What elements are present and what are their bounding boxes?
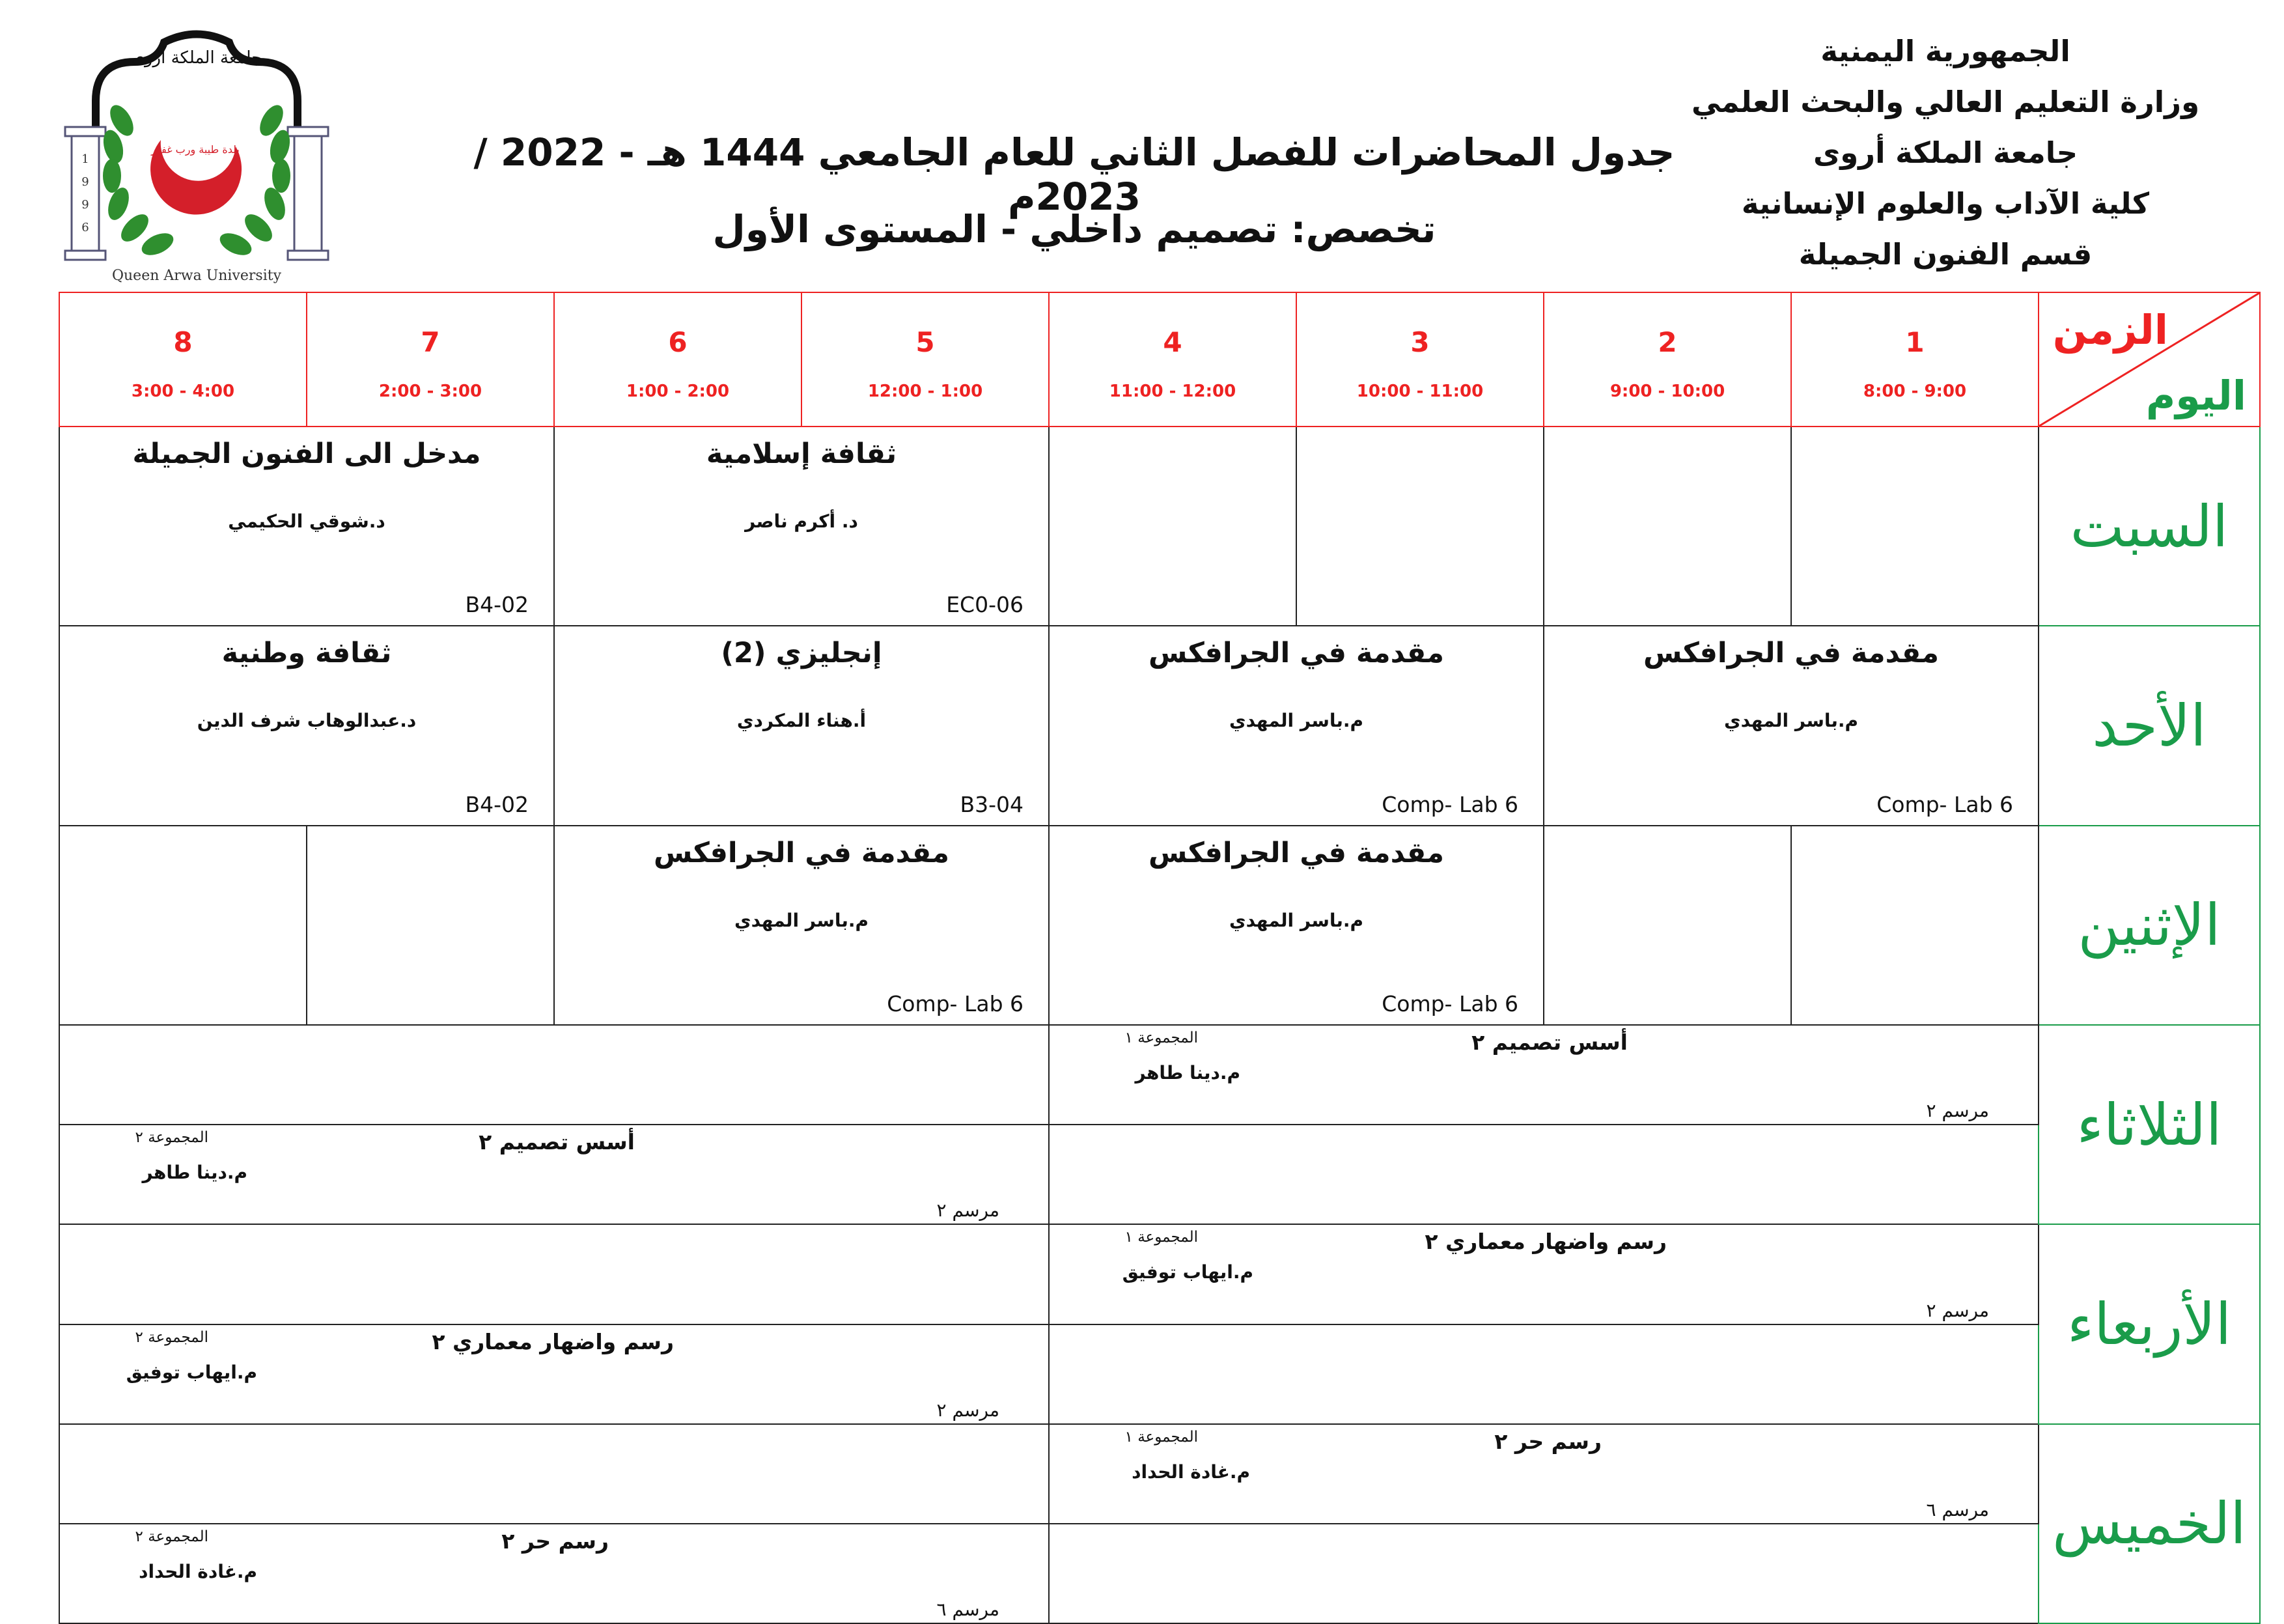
empty-cell <box>1049 1324 2039 1424</box>
group-cell <box>1049 1424 2039 1524</box>
row-saturday <box>59 427 2260 626</box>
group-cell <box>59 1524 1049 1623</box>
day-thursday: الخميس <box>2039 1424 2260 1623</box>
instructor-name: م.باسر المهدي <box>1229 710 1364 732</box>
room-label: B3-04 <box>960 791 1024 817</box>
empty-cell <box>59 1025 1049 1125</box>
instructor-name: م.باسر المهدي <box>1723 710 1859 732</box>
logo-arabic-name: جامعة الملكة أروى <box>131 48 262 68</box>
group-label: المجموعة ١ <box>1124 1229 1198 1246</box>
row-thursday-b <box>59 1524 2260 1623</box>
group-cell <box>59 1324 1049 1424</box>
room-label: B4-02 <box>465 791 529 817</box>
group-cell <box>59 1125 1049 1224</box>
page-title: جدول المحاضرات للفصل الثاني للعام الجامعي 1444 هـ - 2022 / 2023م <box>473 130 1675 219</box>
course-title: مقدمة في الجرافكس <box>1148 637 1445 670</box>
empty-cell <box>1049 1524 2039 1623</box>
instructor-name: م.دينا طاهر <box>142 1162 247 1184</box>
day-wednesday: الأربعاء <box>2039 1224 2260 1423</box>
group-label: المجموعة ٢ <box>135 1528 208 1545</box>
instructor-name: م.باسر المهدي <box>734 909 869 931</box>
corner-cell <box>2039 292 2260 427</box>
room-label: مرسم ٦ <box>1926 1498 1989 1520</box>
course-cell <box>554 427 1049 626</box>
course-title: ثقافة إسلامية <box>706 438 897 471</box>
empty-cell <box>1544 826 1791 1025</box>
empty-cell <box>59 1224 1049 1324</box>
course-title: مقدمة في الجرافكس <box>653 836 950 869</box>
course-title: رسم واضهار معماري ٢ <box>1425 1229 1667 1255</box>
row-sunday <box>59 626 2260 825</box>
room-label: Comp- Lab 6 <box>887 991 1024 1017</box>
empty-cell <box>59 826 307 1025</box>
course-cell <box>1049 826 1544 1025</box>
group-label: المجموعة ٢ <box>135 1129 208 1147</box>
instructor-name: د.شوقي الحكيمي <box>228 511 385 533</box>
group-cell <box>1049 1025 2039 1125</box>
group-label: المجموعة ١ <box>1124 1428 1198 1446</box>
slot-6: 6 1:00 - 2:00 <box>554 292 801 427</box>
course-cell <box>59 427 554 626</box>
logo-motto: بلدة طيبة ورب غفور <box>151 143 240 156</box>
day-monday: الإثنين <box>2039 826 2260 1025</box>
day-axis-label: اليوم <box>2145 372 2246 420</box>
instructor-name: د. أكرم ناصر <box>745 511 858 533</box>
course-title: مقدمة في الجرافكس <box>1643 637 1940 670</box>
empty-cell <box>1544 427 1791 626</box>
room-label: Comp- Lab 6 <box>1382 991 1518 1017</box>
day-sunday: الأحد <box>2039 626 2260 825</box>
course-cell <box>59 626 554 825</box>
page-subtitle: تخصص: تصميم داخلي - المستوى الأول <box>712 207 1436 251</box>
header-country: الجمهورية اليمنية <box>1820 34 2070 68</box>
room-label: B4-02 <box>465 592 529 618</box>
room-label: مرسم ٢ <box>936 1199 999 1222</box>
course-cell <box>1544 626 2039 825</box>
group-cell <box>1049 1224 2039 1324</box>
room-label: مرسم ٢ <box>936 1399 999 1421</box>
row-wednesday-b <box>59 1324 2260 1424</box>
logo-year-digit-1: 1 <box>81 152 89 166</box>
day-tuesday: الثلاثاء <box>2039 1025 2260 1224</box>
empty-cell <box>1296 427 1544 626</box>
row-tuesday-b <box>59 1125 2260 1224</box>
slot-1: 1 8:00 - 9:00 <box>1791 292 2039 427</box>
empty-cell <box>1791 826 2039 1025</box>
logo-year-digit-3: 9 <box>81 198 89 212</box>
header-ministry: وزارة التعليم العالي والبحث العلمي <box>1691 85 2200 119</box>
header-department: قسم الفنون الجميلة <box>1798 237 2093 272</box>
header-university: جامعة الملكة أروى <box>1813 135 2078 170</box>
slot-3: 3 10:00 - 11:00 <box>1296 292 1544 427</box>
logo-year-digit-2: 9 <box>81 175 89 189</box>
course-title: ثقافة وطنية <box>221 637 392 670</box>
instructor-name: م.غادة الحداد <box>1132 1461 1250 1483</box>
course-title: أسس تصميم ٢ <box>1471 1029 1628 1056</box>
course-cell <box>554 626 1049 825</box>
instructor-name: م.باسر المهدي <box>1229 909 1364 931</box>
course-cell <box>1049 626 1544 825</box>
room-label: Comp- Lab 6 <box>1876 791 2013 817</box>
course-title: رسم حر ٢ <box>501 1528 609 1554</box>
slot-8: 8 3:00 - 4:00 <box>59 292 307 427</box>
slot-2: 2 9:00 - 10:00 <box>1544 292 1791 427</box>
header-faculty: كلية الآداب والعلوم الإنسانية <box>1741 186 2150 221</box>
instructor-name: م.غادة الحداد <box>139 1560 257 1582</box>
row-monday <box>59 826 2260 1025</box>
slot-7: 7 2:00 - 3:00 <box>307 292 554 427</box>
group-label: المجموعة ٢ <box>135 1328 208 1346</box>
course-title: إنجليزي (2) <box>721 637 882 670</box>
slot-4: 4 11:00 - 12:00 <box>1049 292 1296 427</box>
instructor-name: م.دينا طاهر <box>1135 1062 1240 1084</box>
room-label: مرسم ٢ <box>1926 1100 1989 1122</box>
course-title: أسس تصميم ٢ <box>479 1129 635 1155</box>
day-saturday: السبت <box>2039 427 2260 626</box>
room-label: مرسم ٦ <box>936 1599 999 1620</box>
empty-cell <box>1049 427 1296 626</box>
slot-5: 5 12:00 - 1:00 <box>801 292 1049 427</box>
time-axis-label: الزمن <box>2052 306 2168 354</box>
group-label: المجموعة ١ <box>1124 1029 1198 1047</box>
logo-english-name: Queen Arwa University <box>111 268 282 283</box>
university-logo <box>60 23 333 283</box>
empty-cell <box>1049 1125 2039 1224</box>
room-label: Comp- Lab 6 <box>1382 791 1518 817</box>
course-title: رسم واضهار معماري ٢ <box>432 1328 674 1354</box>
course-title: مدخل الى الفنون الجميلة <box>132 438 481 471</box>
instructor-name: م.ايهاب توفيق <box>126 1361 257 1383</box>
row-thursday-a <box>59 1424 2260 1524</box>
schedule-table <box>59 292 2261 1624</box>
course-cell <box>554 826 1049 1025</box>
instructor-name: أ.هناء المكردي <box>736 710 867 732</box>
row-tuesday-a <box>59 1025 2260 1125</box>
time-header-row <box>59 292 2260 427</box>
empty-cell <box>59 1424 1049 1524</box>
header-institution <box>1678 26 2212 280</box>
instructor-name: د.عبدالوهاب شرف الدين <box>197 710 417 732</box>
room-label: مرسم ٢ <box>1926 1299 1989 1321</box>
row-wednesday-a <box>59 1224 2260 1324</box>
logo-year-digit-4: 6 <box>81 221 89 234</box>
empty-cell <box>307 826 554 1025</box>
course-title: رسم حر ٢ <box>1494 1428 1602 1454</box>
room-label: EC0-06 <box>946 592 1024 618</box>
empty-cell <box>1791 427 2039 626</box>
course-title: مقدمة في الجرافكس <box>1148 836 1445 869</box>
instructor-name: م.ايهاب توفيق <box>1122 1261 1253 1283</box>
